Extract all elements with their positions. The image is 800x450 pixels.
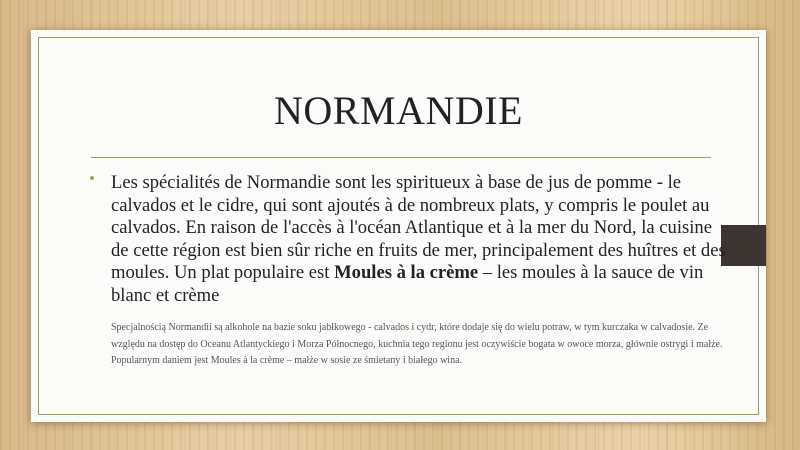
slide-title: NORMANDIE (274, 88, 523, 133)
body-paragraph (111, 172, 731, 307)
body-text-start: Les spécialités de Normandie sont les spiritueux à base de jus de pomme - le calvados et le cidre, qui sont ajoutés à de nombreux plats, y compris le poulet au calvados. En raison de l'accès à l'océan Atlantique et à la mer du Nord, la cuisine de cette région est bien sûr riche en fruits de mer, principalement des huîtres et des moules. Un plat populaire est (111, 172, 726, 283)
polish-translation: Specjalnością Normandii są alkohole na bazie soku jabłkowego - calvados i cydr, które dodaje się do wielu potraw, w tym kurczaka w calvadosie. Ze względu na dostęp do Oceanu Atlantyckiego i Morza Północnego, kuchnia tego regionu jest oczywiście bogata w owoce morza, głównie ostrygi i małże. Popularnym daniem jest Moules à la crème – małże w sosie ze śmietany i białego wina. (111, 322, 723, 366)
bullet-icon: • (89, 169, 95, 188)
title-divider (91, 157, 711, 158)
slide (31, 30, 766, 422)
body-text-end: – les moules à la sauce de vin blanc et crème (111, 262, 704, 306)
dish-name: Moules à la crème (334, 262, 479, 283)
